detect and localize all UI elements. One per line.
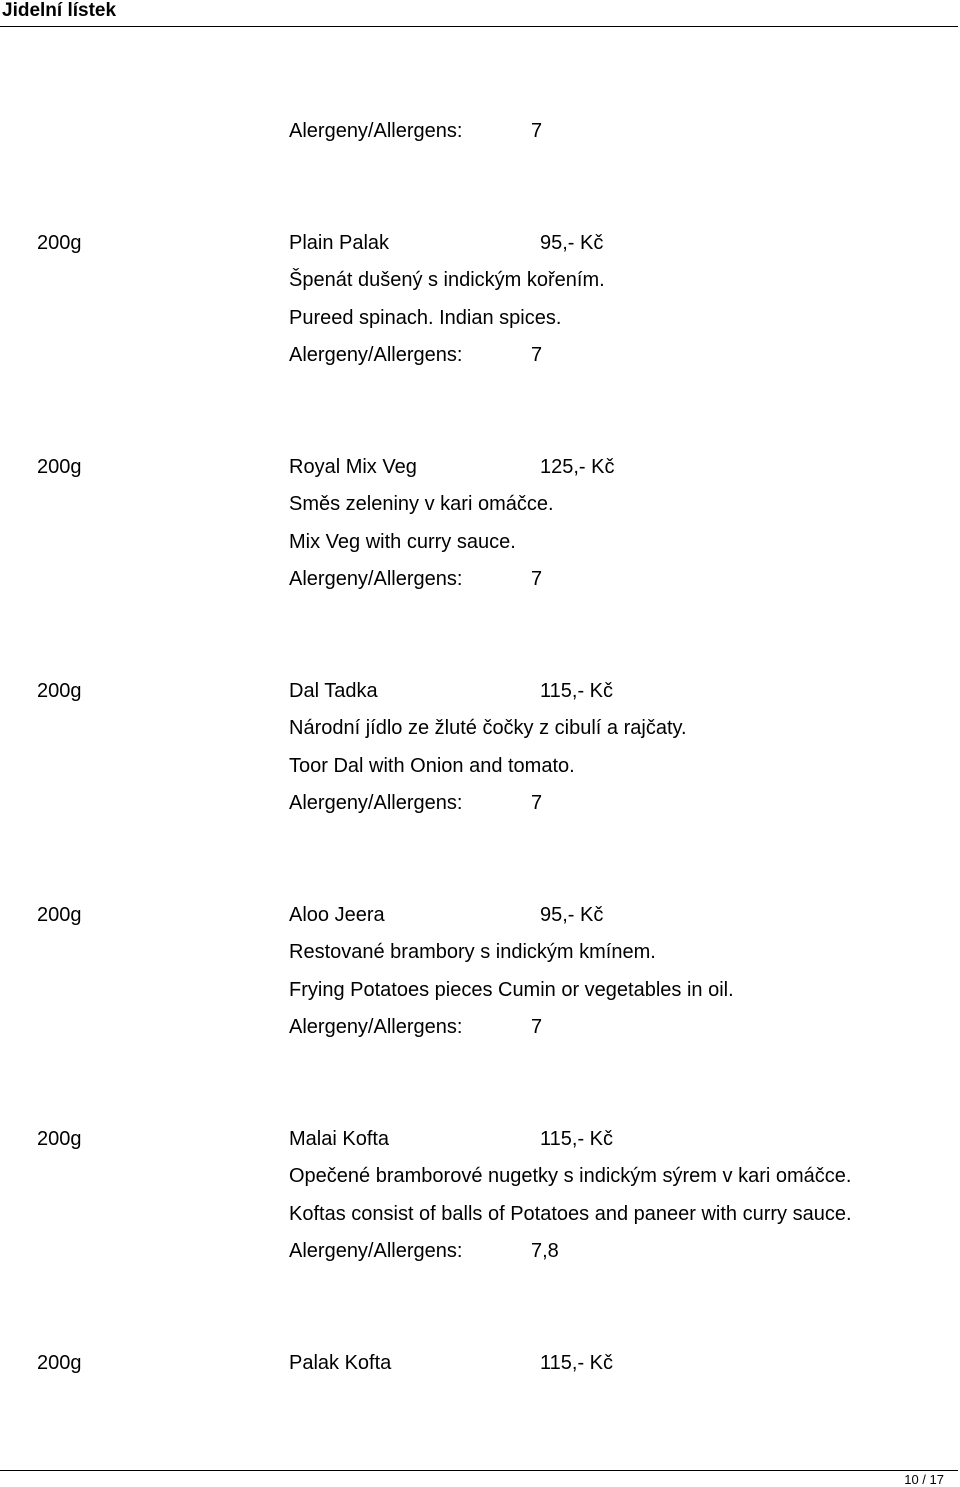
item-desc-en: Koftas consist of balls of Potatoes and paneer with curry sauce. bbox=[289, 1203, 852, 1225]
item-name: Palak Kofta bbox=[289, 1352, 392, 1374]
page-number: 10 / 17 bbox=[904, 1472, 944, 1487]
item-desc-cz: Restované brambory s indickým kmínem. bbox=[289, 941, 656, 963]
allergen-label: Alergeny/Allergens: bbox=[289, 1016, 463, 1038]
item-weight: 200g bbox=[37, 1128, 82, 1150]
item-desc-cz: Opečené bramborové nugetky s indickým sýrem v kari omáčce. bbox=[289, 1165, 852, 1187]
item-weight: 200g bbox=[37, 232, 82, 254]
allergen-value: 7 bbox=[531, 1016, 543, 1038]
item-price: 125,- Kč bbox=[540, 456, 615, 478]
item-weight: 200g bbox=[37, 904, 82, 926]
allergen-value: 7 bbox=[531, 120, 543, 142]
item-weight: 200g bbox=[37, 680, 82, 702]
item-desc-cz: Národní jídlo ze žluté čočky z cibulí a rajčaty. bbox=[289, 717, 687, 739]
allergen-label: Alergeny/Allergens: bbox=[289, 120, 463, 142]
allergen-value: 7 bbox=[531, 568, 543, 590]
item-name: Royal Mix Veg bbox=[289, 456, 417, 478]
allergen-label: Alergeny/Allergens: bbox=[289, 792, 463, 814]
item-weight: 200g bbox=[37, 1352, 82, 1374]
footer-divider bbox=[0, 1470, 958, 1471]
page-title: Jidelní lístek bbox=[2, 0, 117, 21]
item-name: Plain Palak bbox=[289, 232, 390, 254]
item-desc-cz: Směs zeleniny v kari omáčce. bbox=[289, 493, 554, 515]
item-weight: 200g bbox=[37, 456, 82, 478]
item-price: 115,- Kč bbox=[540, 680, 613, 702]
item-desc-en: Pureed spinach. Indian spices. bbox=[289, 307, 562, 329]
item-desc-en: Mix Veg with curry sauce. bbox=[289, 531, 516, 553]
allergen-label: Alergeny/Allergens: bbox=[289, 1240, 463, 1262]
item-desc-en: Frying Potatoes pieces Cumin or vegetables in oil. bbox=[289, 979, 734, 1001]
item-name: Dal Tadka bbox=[289, 680, 378, 702]
allergen-value: 7 bbox=[531, 792, 543, 814]
allergen-label: Alergeny/Allergens: bbox=[289, 344, 463, 366]
allergen-label: Alergeny/Allergens: bbox=[289, 568, 463, 590]
item-price: 115,- Kč bbox=[540, 1128, 613, 1150]
item-name: Malai Kofta bbox=[289, 1128, 390, 1150]
header-divider bbox=[0, 26, 958, 27]
item-desc-cz: Špenát dušený s indickým kořením. bbox=[289, 269, 605, 291]
item-price: 95,- Kč bbox=[540, 904, 604, 926]
item-price: 115,- Kč bbox=[540, 1352, 613, 1374]
item-desc-en: Toor Dal with Onion and tomato. bbox=[289, 755, 575, 777]
allergen-value: 7,8 bbox=[531, 1240, 559, 1262]
item-name: Aloo Jeera bbox=[289, 904, 385, 926]
allergen-value: 7 bbox=[531, 344, 543, 366]
item-price: 95,- Kč bbox=[540, 232, 604, 254]
